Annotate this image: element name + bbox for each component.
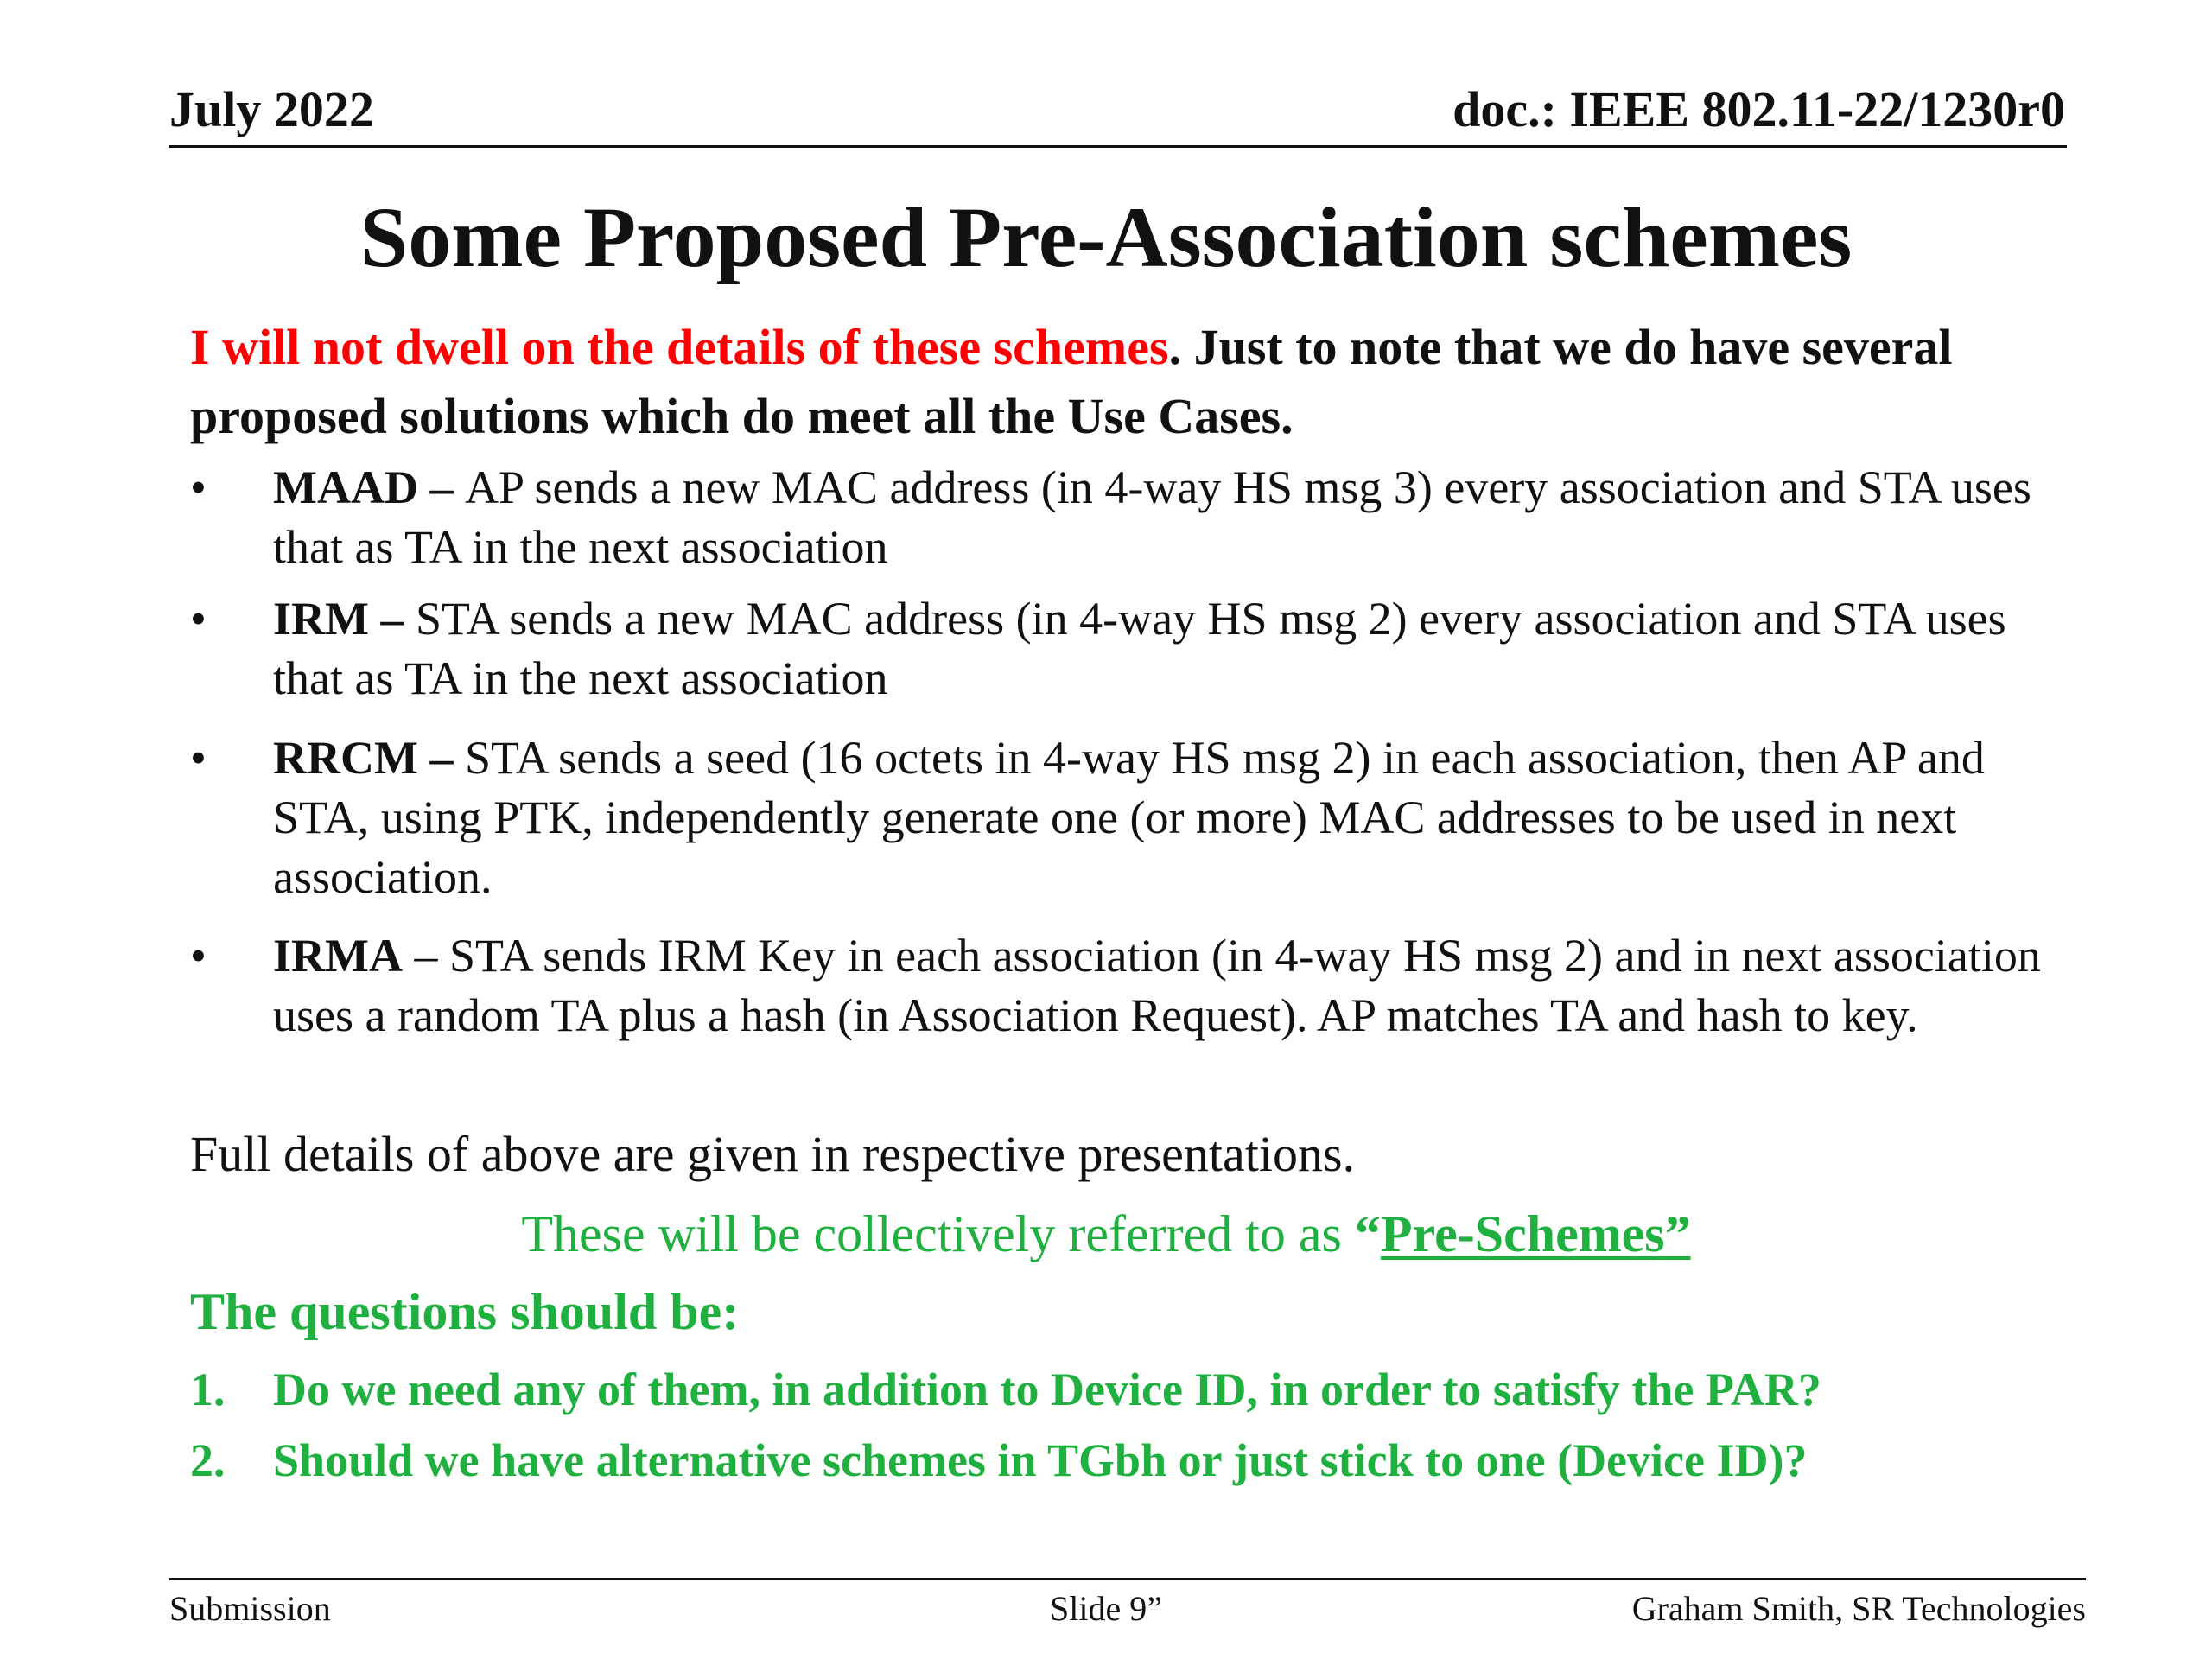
bullet-marker: • (190, 461, 207, 513)
bullet-description: STA sends a seed (16 octets in 4-way HS msg 2) in each association, then AP and STA, using PTK, independently generate one (or more) MAC addresses to be used in next association. (273, 732, 1985, 903)
bullet-text (273, 458, 2088, 577)
bullet-text (273, 728, 2088, 907)
footer-submission: Submission (169, 1589, 331, 1628)
footer-slide-number: Slide 9” (1050, 1589, 1162, 1628)
bullet-text (273, 589, 2088, 709)
bullet-description: STA sends IRM Key in each association (in 4-way HS msg 2) and in next association uses a random TA plus a hash (in Association Request). AP matches TA and hash to key. (273, 930, 2041, 1041)
intro-paragraph (190, 313, 2056, 451)
intro-rest-text: . Just to note that we do have several proposed solutions which do meet all the Use Cases. (190, 319, 1953, 444)
bullet-marker: • (190, 593, 207, 645)
question-number: 1. (190, 1363, 226, 1415)
collective-text: These will be collectively referred to as (521, 1205, 1355, 1262)
footer-divider (169, 1578, 2086, 1580)
footer-author: Graham Smith, SR Technologies (1631, 1589, 2086, 1628)
pre-schemes-term (1355, 1205, 1691, 1262)
pre-schemes-label: Pre-Schemes (1380, 1205, 1665, 1262)
bullet-description: AP sends a new MAC address (in 4-way HS msg 3) every association and STA uses that as TA in the next association (273, 461, 2031, 573)
question-text: Do we need any of them, in addition to Device ID, in order to satisfy the PAR? (273, 1363, 1821, 1415)
open-quote: “ (1354, 1205, 1381, 1262)
bullet-term-sep: – (417, 461, 465, 513)
full-details-note: Full details of above are given in respective presentations. (190, 1126, 1356, 1182)
bullet-term: RRCM (273, 732, 418, 784)
header-date: July 2022 (169, 81, 374, 137)
bullet-term: IRM (273, 593, 369, 645)
bullet-term: MAAD (273, 461, 418, 513)
questions-heading: The questions should be: (190, 1283, 740, 1340)
question-text: Should we have alternative schemes in TGbh or just stick to one (Device ID)? (273, 1434, 1808, 1486)
collective-reference (0, 1199, 2212, 1268)
header-doc-id: doc.: IEEE 802.11-22/1230r0 (1452, 81, 2065, 137)
bullet-term-sep: – (417, 732, 465, 784)
slide-title: Some Proposed Pre-Association schemes (359, 189, 1853, 285)
bullet-marker: • (190, 732, 207, 784)
bullet-term-sep: – (368, 593, 416, 645)
bullet-text (273, 926, 2088, 1046)
header-divider (169, 145, 2067, 148)
close-quote: ” (1664, 1205, 1691, 1262)
question-number: 2. (190, 1434, 226, 1486)
intro-red-text: I will not dwell on the details of these schemes (190, 319, 1169, 375)
bullet-marker: • (190, 930, 207, 982)
bullet-term: IRMA (273, 930, 403, 982)
bullet-description: STA sends a new MAC address (in 4-way HS msg 2) every association and STA uses that as TA in the next association (273, 593, 2006, 704)
bullet-term-sep: – (402, 930, 449, 982)
